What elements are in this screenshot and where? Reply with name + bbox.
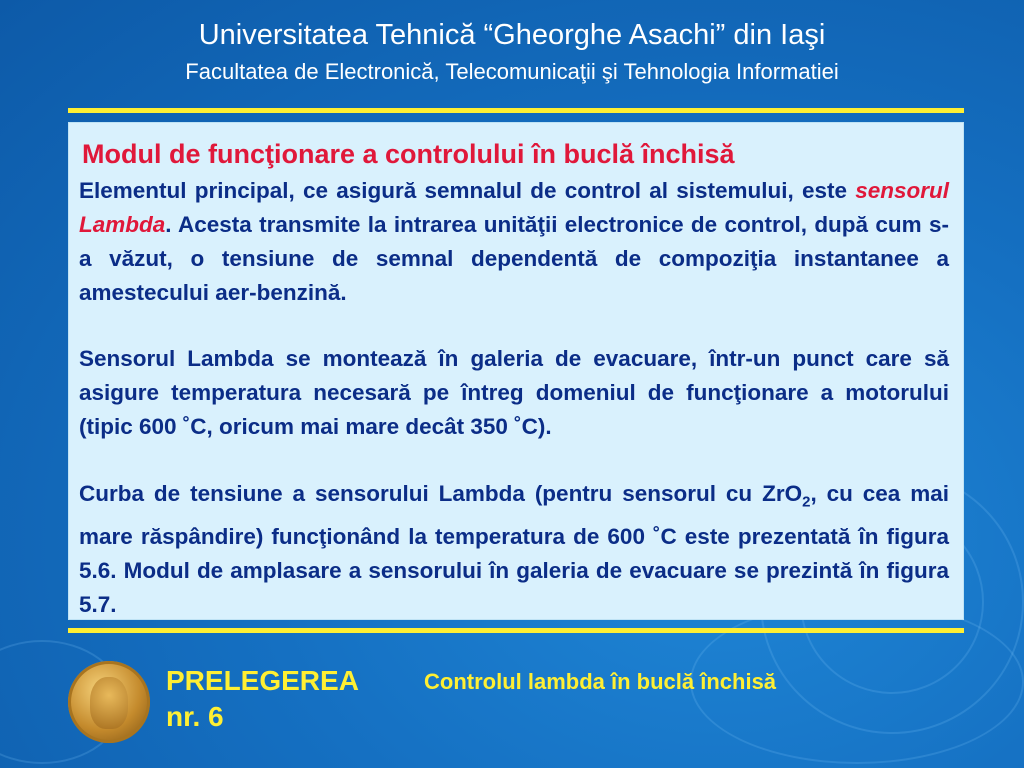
paragraph-3 <box>79 477 949 622</box>
top-divider <box>68 108 964 113</box>
bottom-divider <box>68 628 964 633</box>
paragraph-3-text-b: , cu cea mai mare răspândire) funcţionând la temperatura de 600 ˚C este prezentată în figura 5.6. Modul de amplasare a sensorului în galeria de evacuare se prezintă în figura 5.7. <box>79 481 949 617</box>
paragraph-1-text-b: . Acesta transmite la intrarea unităţii electronice de control, după cum s-a văzut, o tensiune de semnal dependentă de compoziţia instantanee a amestecului aer-benzină. <box>79 212 949 305</box>
lecture-number: nr. 6 <box>166 701 224 732</box>
sensor-lambda-highlight: sensorul Lambda <box>79 178 949 237</box>
university-title: Universitatea Tehnică “Gheorghe Asachi” din Iaşi <box>198 19 826 51</box>
paragraph-1-text-a: Elementul principal, ce asigură semnalul de control al sistemului, este <box>79 178 856 203</box>
lecture-word: PRELEGEREA <box>166 665 359 696</box>
lecture-title: Controlul lambda în buclă închisă <box>424 669 777 694</box>
medal-face <box>90 677 128 729</box>
paragraph-1 <box>79 174 949 310</box>
slide-title: Modul de funcţionare a controlului în buclă închisă <box>82 139 735 169</box>
paragraph-3-text-a: Curba de tensiune a sensorului Lambda (pentru sensorul cu ZrO <box>79 481 803 506</box>
paragraph-2: Sensorul Lambda se montează în galeria de evacuare, într-un punct care să asigure temperatura necesară pe întreg domeniul de funcţionare a motorului (tipic 600 ˚C, oricum mai mare decât 350 ˚C). <box>79 346 949 439</box>
medal-portrait-icon <box>68 661 150 743</box>
zro2-subscript: 2 <box>802 493 811 511</box>
faculty-title: Facultatea de Electronică, Telecomunicaţii şi Tehnologia Informatiei <box>185 59 839 84</box>
lecture-label <box>166 663 359 735</box>
